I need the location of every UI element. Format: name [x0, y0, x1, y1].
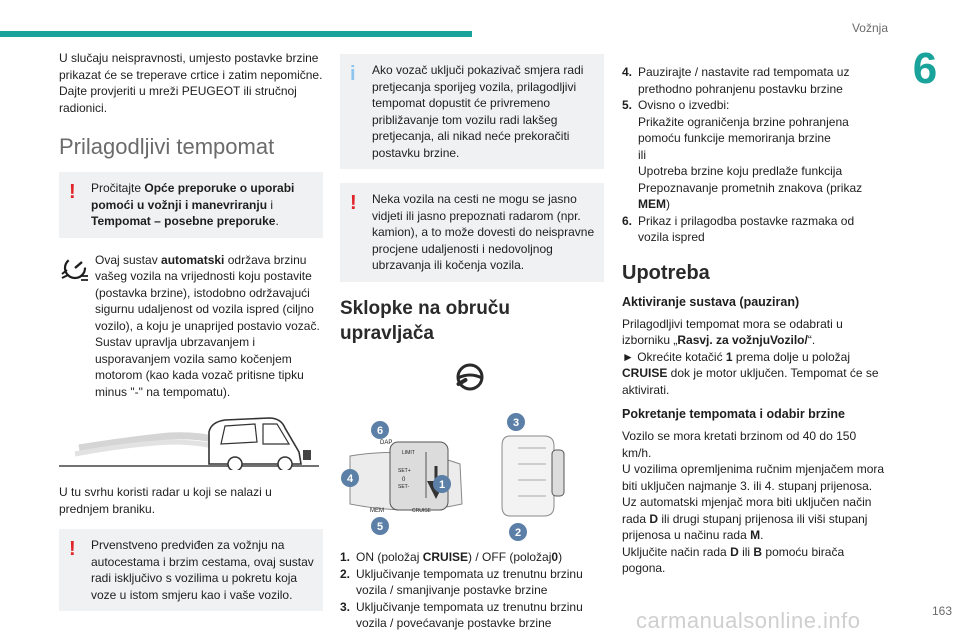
svg-text:LIMIT: LIMIT: [402, 450, 415, 456]
switch-list: [340, 549, 604, 632]
svg-text:2: 2: [514, 527, 522, 539]
activate-text-1: Prilagodljivi tempomat mora se odabrati u izborniku „Rasvj. za vožnjuVozilo/“.: [622, 316, 843, 347]
warning-icon: !: [69, 538, 76, 560]
activate-heading: Aktiviranje sustava (pauziran): [622, 294, 800, 309]
warning-icon: !: [69, 181, 76, 203]
list-item: 2. Uključivanje tempomata uz trenutnu brzinu vozila / smanjivanje postavke brzine: [340, 566, 583, 597]
dealer-text: Dajte provjeriti u mreži PEUGEOT ili stručnoj radionici.: [59, 84, 297, 115]
watermark: carmanualsonline.info: [636, 608, 861, 633]
callout-3: [507, 413, 525, 431]
info-icon: i: [350, 63, 356, 85]
svg-text:3: 3: [512, 417, 520, 429]
callout-5: [371, 517, 389, 535]
list-item: 6. Prikaz i prilagodba postavke razmaka od vozila ispred: [622, 213, 855, 244]
info-text: Ako vozač uključi pokazivač smjera radi pretjecanja sporijeg vozila, prilagodljivi tempomat dopustit će privremeno približavanje tom vozilu radi lakšeg pretjecanja, ali nikad neće prekoračiti postavku brzine.: [372, 63, 584, 160]
radar-text: U tu svrhu koristi radar u koji se nalazi u prednjem braniku.: [59, 485, 272, 516]
start-text-1: Vozilo se mora kretati brzinom od 40 do 150 km/h.: [622, 429, 857, 460]
radar-car-illustration: [59, 414, 319, 470]
warning-icon: !: [350, 192, 357, 214]
info-note: [340, 54, 604, 169]
adaptive-cruise-icon: [59, 252, 91, 284]
svg-text:0: 0: [402, 477, 406, 483]
section-title: Vožnja: [851, 21, 888, 35]
svg-text:MEM: MEM: [370, 508, 384, 514]
malfunction-text: U slučaju neispravnosti, umjesto postavke brzine prikazat će se treperave crtice i zatim nepomične.: [59, 51, 323, 82]
callout-1: [433, 475, 451, 493]
switch-list-continued: [622, 64, 886, 246]
start-text-4: Uključite način rada D ili B pomoću birača pogona.: [622, 544, 845, 575]
warning-text-2: Prvenstveno predviđen za vožnju na autocestama i brzim cestama, ovaj sustav radi isključivo s vozilima u pokretu koja voze u istom smjeru kao i vaše vozilo.: [91, 538, 314, 602]
steering-wheel-icon: [450, 362, 490, 392]
steering-switch-diagram: [340, 406, 602, 541]
usage-heading: Upotreba: [622, 261, 710, 284]
intro-text: Ovaj sustav automatski održava brzinu vašeg vozila na vrijednosti koju postavite (postavka brzine), istodobno održavajući sigurnu udaljenost od vozila ispred (ciljno vozilo), a koju je unaprijed postavio vozač. Sustav upravlja ubrzavanjem i usporavanjem vozila samo kočenjem motorom (kao kada vozač pritisne tipku minus "-" na tempomatu).: [95, 252, 320, 399]
warning-note: [59, 172, 323, 238]
svg-text:SET+: SET+: [398, 468, 411, 474]
column-1: [59, 50, 323, 625]
callout-4: [341, 469, 359, 487]
list-item: 5. Ovisno o izvedbi: Prikažite ograničenja brzine pohranjena pomoću funkcije memoriranja brzine ili Upotreba brzine koju predlaže funkcija Prepoznavanje prometnih znakova (prikaz MEM): [622, 98, 863, 211]
warning-note-3: [340, 183, 604, 282]
svg-text:DAP: DAP: [380, 440, 393, 446]
column-3: [622, 50, 886, 577]
svg-text:SET-: SET-: [398, 484, 410, 490]
column-2: [340, 50, 604, 632]
list-item: 1. ON (položaj CRUISE) / OFF (položaj0): [340, 550, 563, 564]
intro-paragraph: [59, 252, 323, 401]
svg-text:CRUISE: CRUISE: [412, 508, 431, 514]
start-text-2: U vozilima opremljenima ručnim mjenjačem mora biti uključen najmanje 3. ili 4. stupanj prijenosa.: [622, 462, 885, 493]
warning-note-2: [59, 529, 323, 611]
svg-text:6: 6: [376, 425, 384, 437]
accent-bar: [0, 31, 472, 37]
list-item: 3. Uključivanje tempomata uz trenutnu brzinu vozila / povećavanje postavke brzine: [340, 599, 583, 630]
warning-text-3: Neka vozila na cesti ne mogu se jasno vidjeti ili jasno prepoznati radarom (npr. kamion), a to može dovesti do neispravne procjene udaljenosti i nedovoljnog ubrzavanja ili kočenja vozila.: [372, 192, 595, 272]
callout-6: [371, 421, 389, 439]
list-item: 4. Pauzirajte / nastavite rad tempomata uz prethodno pohranjenu postavku brzine: [622, 65, 850, 96]
section-heading: Sklopke na obruču upravljača: [340, 297, 510, 344]
svg-text:1: 1: [438, 479, 446, 491]
svg-text:5: 5: [376, 521, 384, 533]
start-text-3: Uz automatski mjenjač mora biti uključen način rada D ili drugi stupanj prijenosa ili viši stupanj prijenosa u načinu rada M.: [622, 495, 872, 542]
chapter-number: 6: [912, 44, 938, 93]
warning-text: Pročitajte Opće preporuke o uporabi pomoći u vožnji i manevriranju i Tempomat – posebne preporuke.: [91, 181, 295, 228]
page-title: Prilagodljivi tempomat: [59, 134, 275, 159]
start-heading: Pokretanje tempomata i odabir brzine: [622, 407, 845, 421]
callout-2: [509, 523, 527, 541]
svg-text:4: 4: [346, 473, 354, 485]
page-number: 163: [931, 604, 952, 618]
activate-text-2: ► Okrećite kotačić 1 prema dolje u položaj CRUISE dok je motor uključen. Tempomat će se aktivirati.: [622, 349, 879, 397]
